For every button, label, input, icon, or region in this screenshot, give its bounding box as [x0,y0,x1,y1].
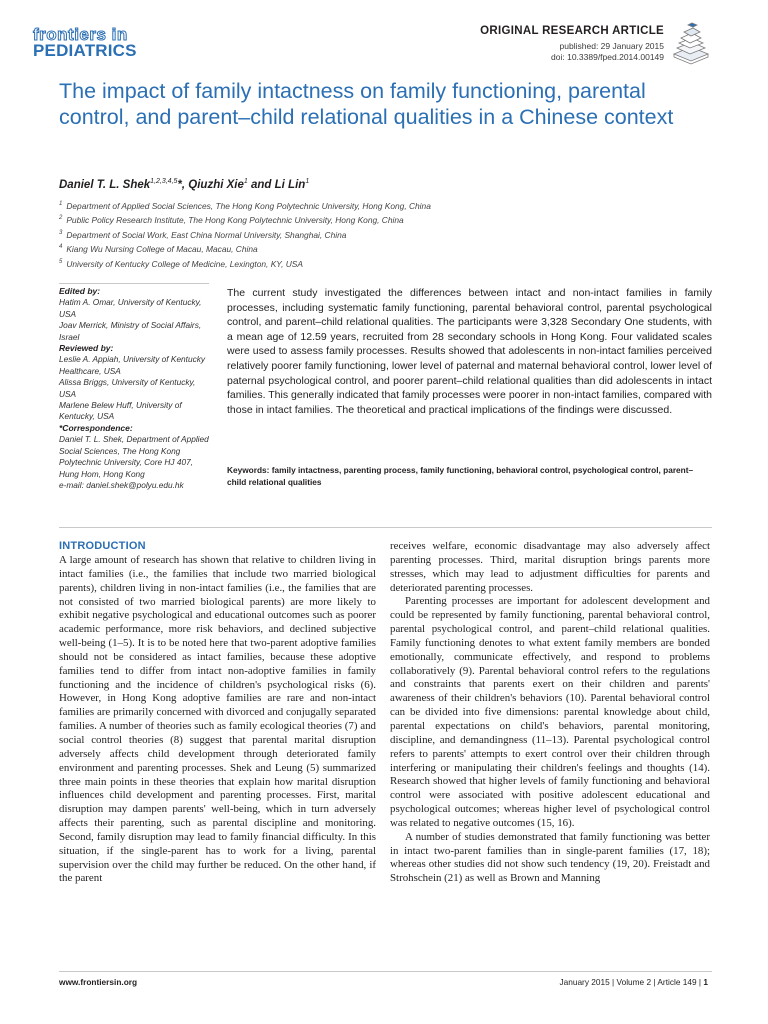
affiliation-text: Public Policy Research Institute, The Hong Kong Polytechnic University, Hong Kong, China [66,215,404,226]
affiliation-text: Kiang Wu Nursing College of Macau, Macau, China [66,243,258,254]
author-name: Daniel T. L. Shek [59,178,151,191]
correspondence-email[interactable]: e-mail: daniel.shek@polyu.edu.hk [59,479,184,490]
edited-by-label: Edited by: [59,286,101,296]
reviewer: Alissa Briggs, University of Kentucky, USA [59,377,196,399]
editorial-sidebar [59,286,209,491]
corresponding-mark: *, [177,178,189,191]
affiliation [59,198,699,212]
author-list [59,178,309,191]
doi: doi: 10.3389/fped.2014.00149 [551,52,664,62]
footer-meta [559,977,708,987]
editor: Hatim A. Omar, University of Kentucky, USA [59,297,202,319]
section-heading-introduction: INTRODUCTION [59,540,146,552]
published-date: published: 29 January 2015 [559,41,664,51]
page-number: 1 [703,977,708,987]
journal-name-bottom: PEDIATRICS [33,41,137,60]
affiliation-number: 1 [59,201,63,207]
sidebar-rule [59,283,209,284]
abstract: The current study investigated the differences between intact and non-intact families in family processes, including systematic family functioning, parental behavioral control, parental psychological control, and parent–child relational qualities. The participants were 3,328 Secondary One students, with a mean age of 12.59 years, recruited from 28 secondary schools in Hong Kong. Four validated scales were used to assess family processes. Results showed that adolescents in non-intact families perceived relatively poorer family functioning, lower level of paternal and maternal behavioral control, lower level of paternal psychological control, and poorer parent–child relational qualities than did adolescents in intact families. This generally indicated that family processes were poorer in non-intact families, compared with those in intact families. The theoretical and practical implications of the findings were discussed. [227,287,712,416]
paragraph: A number of studies demonstrated that family functioning was better in intact two-parent families than in single-parent families (17, 18); whereas other studies did not show such tendency (19, 20). Freistadt and Strohschein (21) as well as Brown and Manning [390,830,710,885]
affiliation-text: University of Kentucky College of Medicine, Lexington, KY, USA [66,258,303,269]
affiliation [59,241,699,255]
correspondence-label: *Correspondence: [59,422,133,433]
journal-website-link[interactable]: www.frontiersin.org [59,977,138,987]
journal-name-top: frontiers in [33,25,128,44]
body-column-left [59,554,376,886]
affiliation-list [59,198,699,270]
affiliation-number: 4 [59,244,63,251]
paragraph: Parenting processes are important for adolescent development and could be represented by family functioning, parental behavioral control, parental psychological control, and parent–child relational qualities. Family functioning denotes to what extent family members are bonded emotionally, communicate effectively, and respond to problems collaboratively (9). Parental behavioral control refers to the regulations and constraints that parents exert on their children and parents' awareness of their children's behaviors (10). Parental behavioral control can be divided into five dimensions: parental knowledge about child, parental expectations on child's behaviors, parental monitoring, discipline, and demandingness (11–13). Parental psychological control refers to parents' attempts to exert control over their children through interfering or manipulating their children's feelings and thoughts (14). Research showed that higher levels of family functioning and behavioral control were associated with positive adolescent educational and psychological outcomes; whereas higher level of psychological control was related to negative outcomes (15, 16). [390,595,710,829]
reviewed-by-label: Reviewed by: [59,343,114,354]
issue-info: January 2015 | Volume 2 | Article 149 | [559,977,704,987]
affiliation-text: Department of Social Work, East China Normal University, Shanghai, China [66,229,347,240]
article-stack-icon [670,20,712,66]
affiliation-text: Department of Applied Social Sciences, The Hong Kong Polytechnic University, Hong Kong, China [66,200,431,211]
correspondence-address: Daniel T. L. Shek, Department of Applied Social Sciences, The Hong Kong Polytechnic University, Core HJ 407, Hung Hom, Hong Kong [59,434,209,479]
affiliation [59,212,699,226]
body-column-right [390,540,710,886]
reviewer: Leslie A. Appiah, University of Kentucky Healthcare, USA [59,354,206,376]
author-affil-sup: 1 [243,178,248,185]
keywords: Keywords: family intactness, parenting process, family functioning, behavioral control, psychological control, parent–child relational qualities [227,465,694,487]
journal-logo [33,26,137,59]
reviewer: Marlene Belew Huff, University of Kentucky, USA [59,400,182,422]
author-affil-sup: 1 [305,178,310,185]
affiliation-number: 5 [59,258,63,265]
article-title: The impact of family intactness on family functioning, parental control, and parent–child relational qualities in a Chinese context [59,79,674,129]
affiliation [59,256,699,270]
author-separator: and [247,178,275,191]
affiliation [59,227,699,241]
author-name: Qiuzhi Xie [188,178,244,191]
editor: Joav Merrick, Ministry of Social Affairs, Israel [59,320,202,342]
footer-rule [59,971,712,972]
author-affil-sup: 1,2,3,4,5 [150,178,178,185]
affiliation-number: 2 [59,215,63,222]
section-divider [59,527,712,528]
paragraph: A large amount of research has shown that relative to children living in intact families (i.e., the families that include two married biological parents), children living in non-intact families (i.e., the families that are not consisted of two married biological parents) are more likely to exhibit negative psychological and educational outcomes such as poorer academic performance, more risk behaviors, and declined subjective well-being (1–5). It is to be noted here that two-parent adoptive families should not be considered as intact families, because these adoptive families tend to differ from intact non-adoptive families in family functioning and the incidence of children's psychological risks (6). However, in Hong Kong adoptive families are rare and non-intact families are primarily concerned with divorced and conjugally separated families. A number of theories such as family ecological theories (7) and social control theories (8) suggest that parental marital disruption adversely affects child development through deteriorated family environment and parenting processes. Shek and Leung (5) summarized three main points in these theories that explain how marital disruption influences child development and parenting processes. First, marital disruption may dampen parents' well-being, which in turn adversely affects their parenting, such as parental discipline and monitoring. Second, family disruption may lead to family financial difficulty. In this situation, if the single-parent has to work for a living, parental supervision over the child may further be reduced. On the other hand, if the parent [59,554,376,885]
article-type: ORIGINAL RESEARCH ARTICLE [480,25,664,37]
affiliation-number: 3 [59,229,63,236]
author-name: Li Lin [274,178,306,191]
paragraph: receives welfare, economic disadvantage may also adversely affect parenting processes. Third, marital disruption brings parents more stresses, which may lead to adjustment difficulties for parents and deteriorated parenting processes. [390,540,710,594]
